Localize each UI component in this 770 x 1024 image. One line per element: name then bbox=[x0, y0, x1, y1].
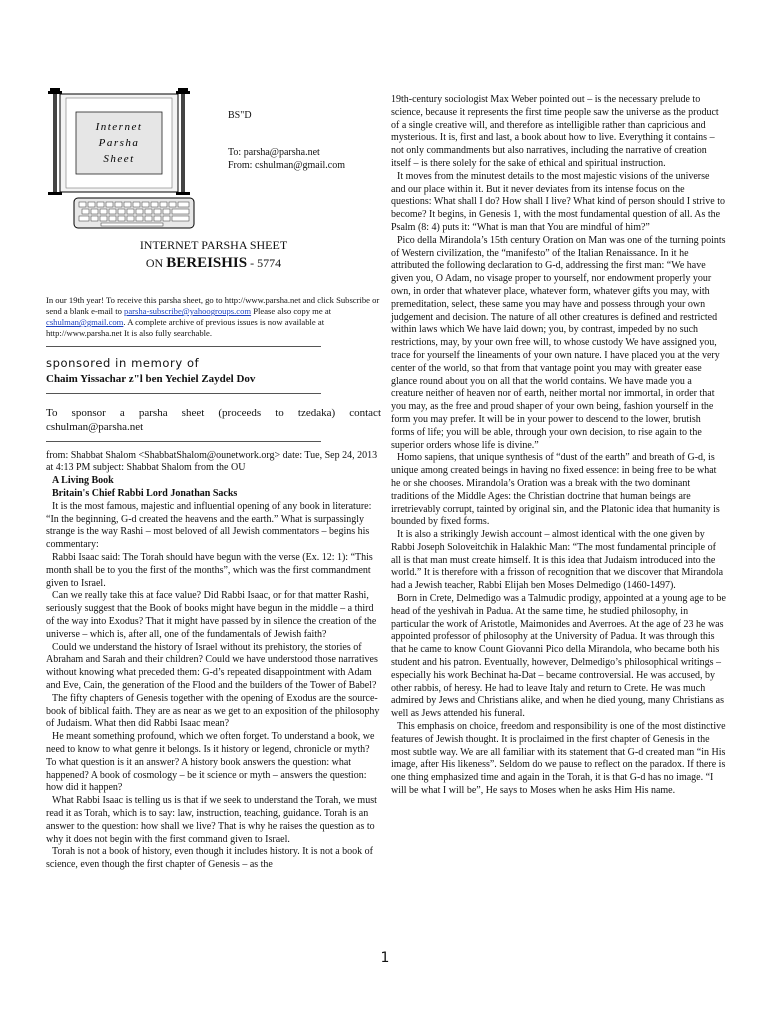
right-column bbox=[391, 94, 726, 798]
left-paragraph: What Rabbi Isaac is telling us is that if we seek to understand the Torah, we must read it as Torah, which is to say: law, instruction, teaching, guidance. Torah is an answer to the question: how shall we live? That is why he raises the question as to why it does not begin with the first command given to Israel. bbox=[46, 795, 377, 845]
article-author: Britain's Chief Rabbi Lord Jonathan Sacks bbox=[52, 487, 238, 499]
page-number: 1 bbox=[380, 950, 390, 966]
sponsor-request: To sponsor a parsha sheet (proceeds to tzedaka) contact cshulman@parsha.net bbox=[46, 406, 381, 433]
left-paragraph: Rabbi Isaac said: The Torah should have begun with the verse (Ex. 12: 1): “This month shall be to you the first of the months”, which was the first commandment given to Israel. bbox=[46, 551, 373, 589]
intro-text-3: . A complete archive of previous issues is now available at http://www.parsha.net It is also fully searchable. bbox=[46, 317, 325, 338]
svg-text:Parsha: Parsha bbox=[98, 137, 140, 149]
left-paragraph: Could we understand the history of Israel without its prehistory, the stories of Abraham and Sarah and their children? Could we have understood those narratives without knowing what preceded them: G-d’s repeated disappointment with Adam and Eve, Cain, the generation of the Flood and the builders of the Tower of Babel? bbox=[46, 641, 378, 691]
svg-text:Sheet: Sheet bbox=[103, 153, 135, 165]
left-paragraph: The fifty chapters of Genesis together with the opening of Exodus are the source- book of biblical faith. They are as near as we get to an exposition of the philosophy of Judaism. What then did Rabbi Isaac mean? bbox=[46, 692, 380, 730]
subscribe-email-link[interactable]: parsha-subscribe@yahoogroups.com bbox=[124, 306, 252, 316]
right-paragraph: It moves from the minutest details to the most majestic visions of the universe and our place within it. But it never deviates from its intense focus on the questions: What shall I do? How shall I live? What kind of person should I strive to become? It begins, in Genesis 1, with the most fundamental question of all. As the Psalm (8: 4) puts it: “What is man that You are mindful of him?” bbox=[391, 170, 726, 233]
parsha-year: - 5774 bbox=[250, 256, 282, 270]
left-column bbox=[46, 84, 381, 872]
bsd-mark: BS"D bbox=[228, 110, 252, 121]
email-from-line: from: Shabbat Shalom <ShabbatShalom@ounetwork.org> date: Tue, Sep 24, 2013 at 4:13 PM subject: Shabbat Shalom from the OU bbox=[46, 449, 378, 474]
right-paragraph: Born in Crete, Delmedigo was a Talmudic prodigy, appointed at a young age to be head of the yeshivah in Padua. At the same time, he studied philosophy, in particular the work of Aristotle, Maimonides and Averroes. At the age of 23 he was appointed professor of philosophy at the University of Padua. It was through this that he came to know Count Giovanni Pico della Mirandola, who became both his student and his patron. Eventually, however, Delmedigo’s philosophical writings – especially his work Bechinat ha-Dat – became controversial. He was accused, by other rabbis, of heresy. He had to leave Italy and return to Crete. He was much admired by Jews and Christians alike, and when he died young, many Christians as well as Jews attended his funeral. bbox=[391, 593, 726, 720]
masthead bbox=[46, 84, 381, 234]
sheet-title: INTERNET PARSHA SHEET bbox=[139, 238, 288, 252]
sponsor-name: Chaim Yissachar z"l ben Yechiel Zaydel Dov bbox=[46, 372, 256, 385]
left-paragraph: Can we really take this at face value? Did Rabbi Isaac, or for that matter Rashi, seriously suggest that the Book of books might have begun in the middle – a third of the way into Exodus? That it might have passed by in silence the creation of the universe – which is, after all, one of the fundamentals of Jewish faith? bbox=[46, 590, 377, 640]
svg-text:Internet: Internet bbox=[95, 121, 143, 133]
right-paragraph: Homo sapiens, that unique synthesis of “dust of the earth” and breath of G-d, is unique among created beings in having no fixed essence: in being free to be what he or she chooses. Mirandola’s Oration was a break with the two dominant traditions of the Middle Ages: the Christian doctrine that human beings are irretrievably corrupt, tainted by original sin, and the Platonic idea that humanity is bounded by fixed forms. bbox=[391, 452, 720, 528]
intro-paragraph bbox=[46, 295, 381, 339]
right-paragraph: 19th-century sociologist Max Weber pointed out – is the necessary prelude to science, because it represents the first time people saw the universe as the product of a single creative will, and therefore as intelligible rather than capricious and mysterious. It is, first and last, a book about how to live. Everything it contains – not only commandments but also narratives, including the narrative of creation itself – is there solely for the sake of ethical and spiritual instruction. bbox=[391, 94, 719, 169]
left-paragraph: He meant something profound, which we often forget. To understand a book, we need to know to what genre it belongs. Is it history or legend, chronicle or myth? To what question is it an answer? A history book answers the question: what happened? A book of cosmology – be it science or myth – answers the question: how did it happen? bbox=[46, 731, 375, 794]
intro-text-1: In our 19th year! To receive this parsha sheet, go to http://www.parsha.net and click Subscribe or send a blank e-mail to bbox=[46, 295, 380, 316]
left-paragraph: It is the most famous, majestic and influential opening of any book in literature: “In the beginning, G-d created the heavens and the earth.” What is surpassingly strange is the way Rashi – most beloved of all Jewish commentators – begins his commentary: bbox=[46, 500, 372, 551]
divider bbox=[46, 393, 321, 394]
from-address: From: cshulman@gmail.com bbox=[228, 160, 345, 171]
on-prefix: ON bbox=[145, 256, 164, 270]
torah-scroll-keyboard-logo bbox=[46, 84, 221, 234]
right-paragraph: Pico della Mirandola’s 15th century Oration on Man was one of the turning points of Western civilization, the “manifesto” of the Italian Renaissance. In it he attributed the following declaration to G-d, addressing the first man: “We have given you, O Adam, no visage proper to yourself, nor endowment properly your own, in order that whatever place, whatever form, whatever gifts you may, with premeditation, select, these same you may have and possess through your own judgement and decision. The nature of all other creatures is defined and restricted within laws which We have laid down; you, by contrast, impeded by no such restrictions, may, by your own free will, to whose custody We have assigned you, trace for yourself the lineaments of your own nature. I have placed you at the very center of the world, so that from that vantage point you may with greater ease glance round about you on all that the world contains. We have made you a creature neither of heaven nor of earth, neither mortal nor immortal, in order that you may, as the free and proud shaper of your own being, fashion yourself in the form you may prefer. It will be in your power to descend to the lower, brutish forms of life; you will be able, through your own decision, to rise again to the superior orders whose life is divine.” bbox=[391, 234, 726, 451]
copy-email-link[interactable]: cshulman@gmail.com bbox=[46, 317, 124, 327]
right-paragraph: This emphasis on choice, freedom and responsibility is one of the most distinctive features of Jewish thought. It is proclaimed in the first chapter of Genesis in the most subtle way. We are all familiar with its statement that G-d created man “in His image, after His likeness”. Seldom do we pause to reflect on the paradox. If there is one thing emphasized time and again in the Torah, it is that G-d has no image. “I will be what I will be”, He says to Moses when he asks Him His name. bbox=[391, 721, 726, 797]
parsha-name: BEREISHIS bbox=[166, 255, 248, 271]
to-address: To: parsha@parsha.net bbox=[228, 147, 320, 158]
right-paragraph: It is also a strikingly Jewish account – almost identical with the one given by Rabbi Joseph Soloveitchik in Halakhic Man: “The most fundamental principle of all is that man must create himself. It is this idea that Judaism introduced into the world.” It is therefore with a frisson of recognition that we discover that Mirandola had a Jewish teacher, Rabbi Elijah ben Moses Delmedigo (1460-1497). bbox=[391, 529, 724, 592]
left-paragraph: Torah is not a book of history, even though it includes history. It is not a book of science, even though the first chapter of Genesis – as the bbox=[46, 846, 374, 871]
sponsor-label: sponsored in memory of bbox=[46, 356, 200, 370]
article-title: A Living Book bbox=[52, 475, 114, 487]
divider bbox=[46, 346, 321, 347]
parsha-heading bbox=[46, 255, 381, 271]
divider bbox=[46, 441, 321, 442]
intro-text-2: Please also copy me at bbox=[253, 306, 332, 316]
